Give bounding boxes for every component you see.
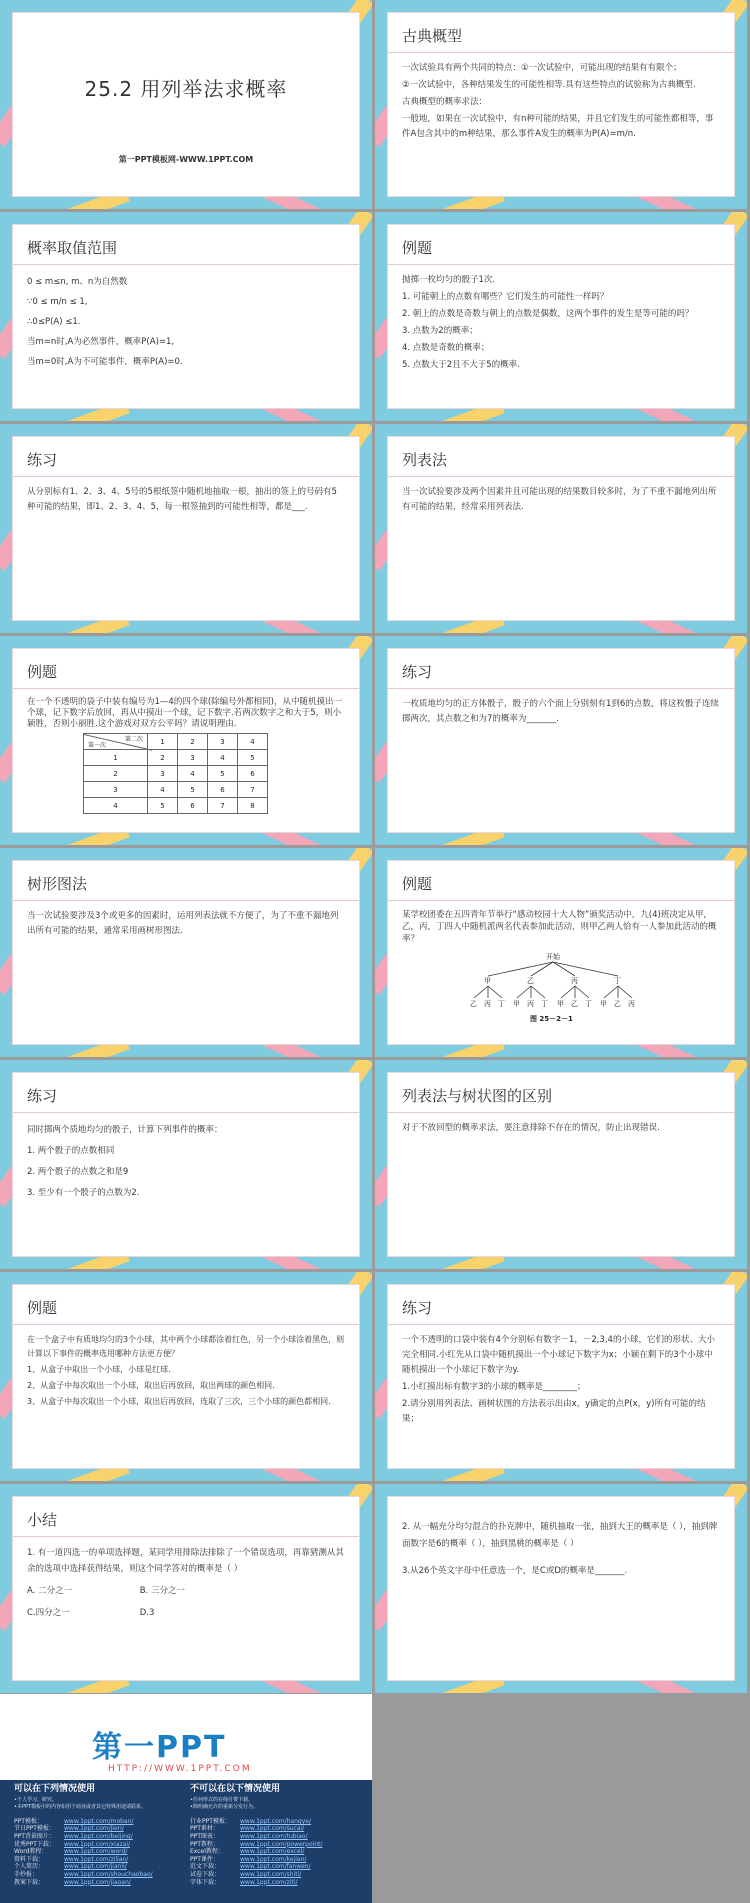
footer-link[interactable]: 节日PPT模板： www.1ppt.com/jieri/: [14, 1825, 124, 1833]
slide-panel: [12, 1496, 360, 1681]
slide-title: 列表法: [402, 451, 448, 469]
tree-leaf: 甲: [600, 1000, 607, 1008]
footer-link[interactable]: Word教程： www.1ppt.com/word/: [14, 1848, 128, 1856]
slide-7: [0, 636, 372, 845]
table-row-header: 3: [84, 782, 148, 798]
table-cell: 4: [178, 766, 208, 782]
allowed-note: •个人学习、研究。: [14, 1796, 57, 1803]
footer-link[interactable]: Excel教程： www.1ppt.com/excel/: [190, 1848, 305, 1856]
table-header-corner: [84, 734, 148, 750]
slide-text: 1.小红摸出标有数字3的小球的概率是________；: [402, 1382, 586, 1392]
slide-panel: [387, 224, 735, 409]
slide-text: 一枚质地均匀的正方体骰子，骰子的六个面上分别刻有1到6的点数，将这枚骰子连续掷两次，其点数之和为7的概率为_______.: [402, 699, 719, 724]
slide-text: 0 ≤ m≤n, m、n为自然数: [27, 277, 128, 287]
slide-text: 2.请分别用列表法、画树状图的方法表示出由x，y确定的点P(x，y)所有可能的结果；: [402, 1399, 706, 1424]
table-cell: 7: [208, 798, 238, 814]
slide-text: ②一次试验中，各种结果发生的可能性相等.具有这些特点的试验称为古典概型.: [402, 80, 696, 90]
table-row-header: 1: [84, 750, 148, 766]
slide-14: [375, 1272, 747, 1481]
footer-slide: [0, 1694, 372, 1903]
slide-panel: [12, 1072, 360, 1257]
table-header-first: 第一次: [88, 742, 107, 749]
footer-link[interactable]: 范文下载： www.1ppt.com/fanwen/: [190, 1863, 311, 1871]
tree-diagram: [468, 954, 638, 1024]
slide-panel: [387, 1072, 735, 1257]
slide-12: [375, 1060, 747, 1269]
slide-text: 1. 可能朝上的点数有哪些？它们发生的可能性一样吗？: [402, 292, 609, 302]
slide-panel: [387, 1496, 735, 1681]
slide-text: 3、从盒子中每次取出一个小球，取出后再放回，连取了三次，三个小球的颜色都相同.: [27, 1397, 331, 1406]
disallowed-note: •任何形式的在线付费下载。: [190, 1796, 253, 1803]
slide-title: 练习: [402, 663, 433, 681]
tree-leaf: 甲: [513, 1000, 520, 1008]
slide-11: [0, 1060, 372, 1269]
slide-text: 古典概型的概率求法：: [402, 97, 488, 107]
table-cell: 6: [238, 766, 268, 782]
slide-5: [0, 424, 372, 633]
slide-text: ∴0≤P(A) ≤1.: [27, 317, 81, 327]
table-cell: 5: [178, 782, 208, 798]
slide-title: 例题: [27, 663, 58, 681]
slide-panel: [387, 860, 735, 1045]
option-a: A. 二分之一: [27, 1586, 73, 1596]
slide-16: [375, 1484, 747, 1693]
slide-text: 当m=n时,A为必然事件，概率P(A)=1,: [27, 337, 175, 347]
slide-title: 例题: [27, 1299, 58, 1317]
footer-link[interactable]: 手抄报： www.1ppt.com/shouchaobao/: [14, 1870, 153, 1878]
footer-link[interactable]: PPT模板： www.1ppt.com/moban/: [14, 1817, 134, 1825]
tree-caption: 图 25－2－1: [530, 1015, 573, 1023]
slide-title: 练习: [27, 1087, 58, 1105]
slide-title: 树形图法: [27, 875, 88, 893]
table-cell: 8: [238, 798, 268, 814]
slide-2: [375, 0, 747, 209]
footer-link[interactable]: PPT背景图片： www.1ppt.com/beijing/: [14, 1832, 133, 1840]
tree-leaf: 乙: [571, 1000, 578, 1008]
table-col-header: 4: [238, 734, 268, 750]
slide-text: 一次试验具有两个共同的特点：①一次试验中，可能出现的结果有有限个；: [402, 63, 682, 73]
tree-leaf: 丙: [527, 1000, 534, 1008]
tree-root: 开始: [546, 953, 560, 961]
slide-text: 在一个盒子中有质地均匀的3个小球，其中两个小球都涂着红色，另一个小球涂着黑色，则计算以下事件的概率选用哪种方法更方便？: [27, 1335, 345, 1358]
tree-leaf: 乙: [470, 1000, 477, 1008]
slide-panel: [12, 12, 360, 197]
slide-panel: [12, 648, 360, 833]
allowed-use-heading: 可以在下列情况使用: [14, 1784, 96, 1794]
footer-link[interactable]: 试卷下载： www.1ppt.com/shiti/: [190, 1870, 302, 1878]
table-row: [84, 798, 268, 814]
disallowed-note: •除明确允许的重新分发行为。: [190, 1804, 258, 1811]
footer-link[interactable]: PPT课件： www.1ppt.com/kejian/: [190, 1855, 307, 1863]
table-row: [84, 750, 268, 766]
table-col-header: 1: [148, 734, 178, 750]
slide-15: [0, 1484, 372, 1693]
brand-logo: 第一PPT: [92, 1730, 227, 1765]
slide-text: 一个不透明的口袋中装有4个分别标有数字－1，－2,3,4的小球，它们的形状、大小完全相同.小红先从口袋中随机摸出一个小球记下数字为x；小颖在剩下的3个小球中随机摸出一个小球记下数字为y.: [402, 1335, 715, 1375]
slide-panel: [12, 860, 360, 1045]
slide-title: 例题: [402, 875, 433, 893]
table-cell: 2: [148, 750, 178, 766]
footer-link[interactable]: PPT教程： www.1ppt.com/powerpoint/: [190, 1840, 323, 1848]
slide-13: [0, 1272, 372, 1481]
slide-title: 练习: [27, 451, 58, 469]
slide-text: 5. 点数大于2且不大于5的概率.: [402, 360, 520, 370]
option-c: C.四分之一: [27, 1608, 70, 1618]
cover-title: 25.2 用列举法求概率: [84, 77, 288, 101]
table-cell: 6: [208, 782, 238, 798]
footer-link[interactable]: PPT素材： www.1ppt.com/sucai/: [190, 1825, 305, 1833]
footer-link[interactable]: 字体下载： www.1ppt.com/ziti/: [190, 1878, 298, 1886]
disallowed-use-heading: 不可以在以下情况使用: [190, 1784, 281, 1794]
slide-panel: [12, 436, 360, 621]
table-row: [84, 782, 268, 798]
slide-text: 1、从盒子中取出一个小球，小球是红球.: [27, 1365, 171, 1374]
footer-link[interactable]: 资料下载： www.1ppt.com/ziliao/: [14, 1855, 129, 1863]
slide-10: [375, 848, 747, 1057]
empty-area: [375, 1694, 750, 1903]
table-cell: 3: [178, 750, 208, 766]
tree-leaf: 丁: [541, 1000, 548, 1008]
footer-link[interactable]: 行业PPT模板： www.1ppt.com/hangye/: [190, 1817, 311, 1825]
table-cell: 6: [178, 798, 208, 814]
table-cell: 4: [148, 782, 178, 798]
table-cell: 4: [208, 750, 238, 766]
allowed-note: •本PPT模板中的内容如用于商业或者其它特殊用途请联系。: [14, 1804, 147, 1811]
tree-leaf: 丙: [628, 1000, 635, 1008]
table-cell: 7: [238, 782, 268, 798]
slide-text: 3.从26个英文字母中任意选一个，是C或D的概率是_______.: [402, 1566, 628, 1576]
slide-text: 一般地，如果在一次试验中，有n种可能的结果，并且它们发生的可能性都相等，事件A包含其中的m种结果，那么事件A发生的概率为P(A)=m/n.: [402, 114, 714, 139]
slide-title: 小结: [27, 1511, 58, 1529]
slide-text: 2、从盒子中每次取出一个小球，取出后再放回，取出两球的颜色相同.: [27, 1381, 275, 1390]
slide-text: 对于不放回型的概率求法，要注意排除不存在的情况，防止出现错误.: [402, 1123, 660, 1133]
table-cell: 3: [148, 766, 178, 782]
sum-table: [83, 733, 268, 814]
tree-node: 甲: [484, 977, 491, 985]
slide-panel: [387, 1284, 735, 1469]
slide-text: 3. 至少有一个骰子的点数为2.: [27, 1188, 140, 1198]
slide-3: [0, 212, 372, 421]
slide-9: [0, 848, 372, 1057]
tree-node: 丁: [614, 977, 621, 985]
table-header-second: 第二次: [124, 736, 143, 743]
slide-text: 在一个不透明的袋子中装有编号为1—4的四个球(除编号外都相同)，从中随机摸出一个球，记下数字后放回，再从中摸出一个球，记下数字.若两次数字之和大于5，则小颖胜，否则小丽胜.这个游戏对双方公平吗？请说明理由.: [27, 697, 342, 729]
footer-link[interactable]: 教案下载： www.1ppt.com/jiaoan/: [14, 1878, 131, 1886]
table-row: [84, 766, 268, 782]
slide-title: 列表法与树状图的区别: [402, 1087, 553, 1105]
tree-node: 丙: [571, 977, 578, 985]
table-col-header: 2: [178, 734, 208, 750]
cover-subtitle: 第一PPT模板网-WWW.1PPT.COM: [118, 155, 254, 164]
slide-text: ∵0 ≤ m/n ≤ 1,: [27, 297, 88, 307]
footer-link[interactable]: PPT图表： www.1ppt.com/tubiao/: [190, 1832, 308, 1840]
slide-text: 1. 有一道四选一的单项选择题，某同学用排除法排除了一个错误选项，再靠猜测从其余的选项中选择获得结果，则这个同学答对的概率是（ ）: [27, 1548, 344, 1574]
slide-text: 同时掷两个质地均匀的骰子，计算下列事件的概率：: [27, 1125, 223, 1135]
slide-text: 当m=0时,A为不可能事件，概率P(A)=0.: [27, 357, 183, 367]
slide-text: 某学校团委在五四青年节举行“感动校园十大人物”颁奖活动中，九(4)班决定从甲，乙，丙，丁四人中随机派两名代表参加此活动，则甲乙两人恰有一人参加此活动的概率？: [402, 910, 717, 944]
tree-leaf: 乙: [614, 1000, 621, 1008]
tree-leaf: 丙: [484, 1000, 491, 1008]
footer-link[interactable]: 优秀PPT下载： www.1ppt.com/xiazai/: [14, 1840, 131, 1848]
table-row-header: 4: [84, 798, 148, 814]
slide-text: 抛掷一枚均匀的骰子1次.: [402, 275, 496, 285]
slide-title: 古典概型: [402, 27, 463, 45]
slide-title: 例题: [402, 239, 433, 257]
table-cell: 5: [148, 798, 178, 814]
slide-text: 当一次试验要涉及两个因素并且可能出现的结果数目较多时，为了不重不漏地列出所有可能的结果，经常采用列表法.: [402, 487, 717, 512]
tree-node: 乙: [527, 977, 534, 985]
footer-link[interactable]: 个人简历： www.1ppt.com/jianli/: [14, 1863, 127, 1871]
slide-text: 2. 朝上的点数是奇数与朝上的点数是偶数，这两个事件的发生是等可能的吗？: [402, 309, 694, 319]
slide-6: [375, 424, 747, 633]
slide-title: 练习: [402, 1299, 433, 1317]
slide-text: 1. 两个骰子的点数相同: [27, 1146, 115, 1156]
footer-band: [0, 1780, 372, 1903]
tree-leaf: 丁: [498, 1000, 505, 1008]
table-row-header: 2: [84, 766, 148, 782]
table-col-header: 3: [208, 734, 238, 750]
slide-4: [375, 212, 747, 421]
slide-8: [375, 636, 747, 845]
slide-text: 4. 点数是奇数的概率；: [402, 343, 490, 353]
tree-leaf: 丁: [585, 1000, 592, 1008]
slide-text: 2. 两个骰子的点数之和是9: [27, 1167, 129, 1177]
slide-panel: [12, 224, 360, 409]
option-b: B. 三分之一: [139, 1586, 185, 1596]
slide-text: 3. 点数为2的概率；: [402, 326, 478, 336]
table-cell: 5: [208, 766, 238, 782]
tree-leaf: 甲: [557, 1000, 564, 1008]
slide-panel: [12, 1284, 360, 1469]
slide-panel: [387, 436, 735, 621]
slide-panel: [387, 648, 735, 833]
slide-text: 2. 从一幅充分均匀混合的扑克牌中，随机抽取一张，抽到大王的概率是（ ），抽到牌面数字是6的概率（ ），抽到黑桃的概率是（ ）: [402, 1522, 718, 1549]
brand-url: HTTP://WWW.1PPT.COM: [108, 1764, 252, 1774]
option-d: D.3: [139, 1608, 155, 1618]
slide-text: 从分别标有1、2、3、4、5号的5根纸签中随机地抽取一根，抽出的签上的号码有5种可能的结果，即1、2、3、4、5，每一根签抽到的可能性相等，都是___.: [27, 487, 337, 512]
table-cell: 5: [238, 750, 268, 766]
slide-text: 当一次试验要涉及3个或更多的因素时，运用列表法就不方便了，为了不重不漏地列出所有可能的结果，通常采用画树形图法.: [27, 911, 339, 936]
slide-title: 概率取值范围: [27, 239, 118, 257]
slide-panel: [387, 12, 735, 197]
slide-1: [0, 0, 372, 209]
